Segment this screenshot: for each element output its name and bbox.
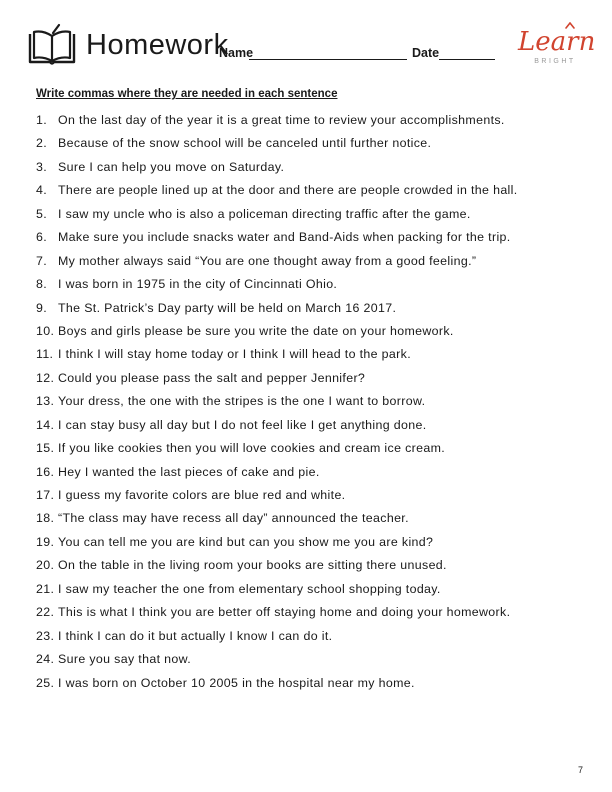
item-text: I guess my favorite colors are blue red and white.	[58, 488, 346, 502]
item-text: Make sure you include snacks water and Band-Aids when packing for the trip.	[58, 230, 511, 245]
item-number: 22.	[36, 605, 55, 620]
item-text: Sure I can help you move on Saturday.	[58, 159, 285, 174]
item-number: 3.	[36, 159, 48, 174]
item-number: 2.	[36, 136, 48, 151]
open-book-icon	[26, 22, 78, 68]
item-text: This is what I think you are better off staying home and doing your homework.	[58, 605, 511, 620]
list-item	[36, 626, 596, 649]
item-text: On the last day of the year it is a great time to review your accomplishments.	[58, 113, 505, 127]
item-number: 20.	[36, 558, 55, 573]
list-item	[36, 673, 596, 696]
list-item	[36, 532, 596, 555]
list-item	[36, 579, 596, 602]
item-number: 12.	[36, 370, 55, 385]
item-text: My mother always said “You are one thought away from a good feeling.”	[58, 253, 477, 268]
list-item	[36, 321, 596, 344]
date-label: Date	[412, 46, 440, 60]
item-text: You can tell me you are kind but can you show me you are kind?	[58, 534, 434, 549]
item-number: 10.	[36, 323, 55, 338]
item-number: 18.	[36, 511, 55, 526]
list-item	[36, 438, 596, 461]
list-item	[36, 133, 596, 156]
item-text: If you like cookies then you will love cookies and cream ice cream.	[58, 441, 446, 456]
worksheet-header	[0, 0, 612, 80]
list-item	[36, 204, 596, 227]
list-item	[36, 415, 596, 438]
list-item	[36, 344, 596, 367]
learn-bright-logo	[518, 26, 596, 70]
page-number: 7	[578, 765, 584, 775]
item-text: Boys and girls please be sure you write the date on your homework.	[58, 323, 454, 338]
item-text: I was born on October 10 2005 in the hospital near my home.	[58, 675, 415, 690]
list-item	[36, 180, 596, 203]
list-item	[36, 508, 596, 531]
list-item	[36, 274, 596, 297]
item-number: 14.	[36, 417, 55, 432]
item-number: 5.	[36, 206, 48, 221]
item-text: I saw my teacher the one from elementary school shopping today.	[58, 581, 441, 596]
item-number: 25.	[36, 675, 55, 690]
date-field[interactable]	[439, 58, 495, 60]
item-text: I think I can do it but actually I know I can do it.	[58, 628, 333, 643]
item-number: 24.	[36, 652, 55, 667]
list-item	[36, 555, 596, 578]
page-title: Homework	[86, 29, 229, 61]
instruction-heading: Write commas where they are needed in each sentence	[36, 88, 338, 100]
item-number: 13.	[36, 394, 55, 409]
list-item	[36, 251, 596, 274]
item-number: 23.	[36, 628, 55, 643]
item-text: I saw my uncle who is also a policeman directing traffic after the game.	[58, 206, 471, 221]
item-text: I think I will stay home today or I think I will head to the park.	[58, 347, 411, 362]
name-field[interactable]	[249, 58, 407, 60]
list-item	[36, 602, 596, 625]
item-text: The St. Patrick’s Day party will be held on March 16 2017.	[58, 300, 397, 315]
list-item	[36, 649, 596, 672]
item-number: 9.	[36, 300, 48, 315]
item-text: Because of the snow school will be canceled until further notice.	[58, 136, 432, 151]
item-text: Could you please pass the salt and pepper Jennifer?	[58, 370, 366, 385]
item-number: 8.	[36, 277, 48, 292]
item-text: Sure you say that now.	[58, 652, 192, 667]
sentence-list	[36, 110, 596, 696]
name-label: Name	[219, 46, 254, 60]
item-number: 1.	[36, 113, 48, 127]
item-number: 7.	[36, 253, 48, 268]
item-text: Your dress, the one with the stripes is the one I want to borrow.	[58, 394, 426, 409]
list-item	[36, 391, 596, 414]
item-number: 21.	[36, 581, 55, 596]
list-item	[36, 368, 596, 391]
item-text: On the table in the living room your books are sitting there unused.	[58, 558, 447, 573]
item-text: Hey I wanted the last pieces of cake and pie.	[58, 464, 320, 479]
list-item	[36, 110, 596, 133]
list-item	[36, 485, 596, 508]
item-number: 4.	[36, 183, 48, 198]
item-number: 17.	[36, 488, 55, 502]
item-text: I was born in 1975 in the city of Cincinnati Ohio.	[58, 277, 338, 292]
item-number: 11.	[36, 347, 54, 362]
item-text: I can stay busy all day but I do not feel like I get anything done.	[58, 417, 427, 432]
logo-subtext: BRIGHT	[534, 58, 576, 65]
item-number: 16.	[36, 464, 55, 479]
item-number: 15.	[36, 441, 55, 456]
item-text: There are people lined up at the door and there are people crowded in the hall.	[58, 183, 518, 198]
list-item	[36, 298, 596, 321]
item-number: 6.	[36, 230, 48, 245]
list-item	[36, 462, 596, 485]
item-text: “The class may have recess all day” announced the teacher.	[58, 511, 409, 526]
list-item	[36, 157, 596, 180]
logo-word: Learn	[518, 27, 596, 57]
item-number: 19.	[36, 534, 55, 549]
list-item	[36, 227, 596, 250]
